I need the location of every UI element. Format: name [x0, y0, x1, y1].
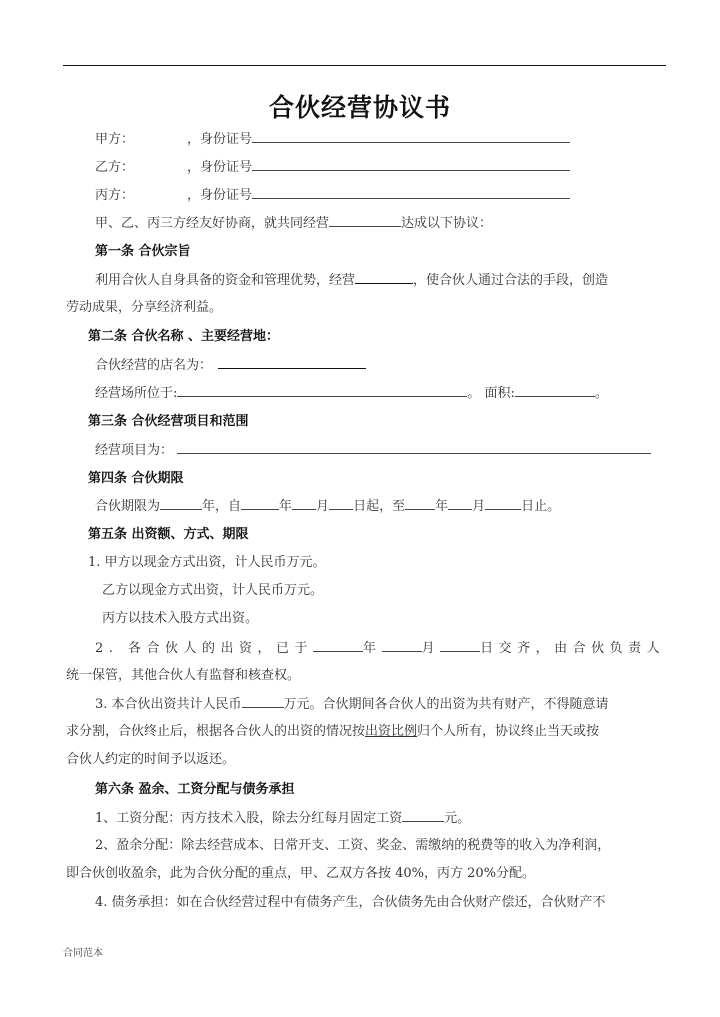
article1-line2: 劳动成果，分享经济利益。 — [66, 300, 223, 315]
article1-text: 利用合伙人自身具备的资金和管理优势，经营 — [95, 273, 356, 288]
article1-business-field[interactable] — [355, 271, 413, 284]
article5-heading: 第五条 出资额、方式、期限 — [88, 527, 249, 542]
scope-field[interactable] — [177, 441, 651, 454]
item2-text: 日交齐，由合伙负责人 — [480, 641, 666, 656]
term-text: 日止。 — [521, 499, 561, 514]
term-text: 月 — [316, 499, 330, 514]
end-month-field[interactable] — [448, 497, 472, 510]
business-field[interactable] — [329, 214, 401, 227]
store-name-line — [95, 356, 366, 375]
party-c-line — [95, 186, 570, 205]
start-year-field[interactable] — [241, 497, 279, 510]
area-field[interactable] — [515, 384, 595, 397]
party-b-line — [95, 158, 570, 177]
end-year-field[interactable] — [405, 497, 435, 510]
party-c-label: 丙方： — [95, 188, 135, 203]
article1-text-end: ，使合伙人通过合法的手段，创造 — [413, 273, 609, 288]
scope-label: 经营项目为： — [95, 443, 174, 458]
item3-text: 3. 本合伙出资共计人民币 — [95, 697, 242, 712]
start-day-field[interactable] — [329, 497, 353, 510]
store-name-label: 合伙经营的店名为： — [95, 358, 213, 373]
intro-line — [95, 214, 492, 233]
article4-heading: 第四条 合伙期限 — [88, 471, 184, 486]
party-b-id-label: ，身份证号 — [187, 160, 253, 175]
intro-text-end: 达成以下协议： — [401, 216, 493, 231]
monthly-salary-field[interactable] — [402, 809, 444, 822]
item2-text: 月 — [421, 641, 441, 656]
total-capital-field[interactable] — [242, 695, 284, 708]
header-rule — [63, 65, 666, 66]
article1-heading: 第一条 合伙宗旨 — [95, 244, 191, 259]
item2-text: 年 — [363, 641, 382, 656]
article5-item3-line2 — [66, 723, 599, 741]
deposit-year-field[interactable] — [313, 639, 363, 652]
term-text: 合伙期限为 — [95, 499, 161, 514]
term-text: 日起，至 — [353, 499, 406, 514]
item3-text: 求分割，合伙终止后，根据各合伙人的出资的情况按 — [66, 724, 366, 739]
area-label: 。 面积: — [467, 386, 515, 401]
term-years-field[interactable] — [160, 497, 202, 510]
article5-item1c: 丙方以技术入股方式出资。 — [102, 611, 259, 626]
article6-item4: 4. 债务承担：如在合伙经营过程中有债务产生，合伙债务先由合伙财产偿还，合伙财产不 — [95, 895, 606, 910]
start-month-field[interactable] — [292, 497, 316, 510]
article6-item2-line2: 即合伙创收盈余，此为合伙分配的重点，甲、乙双方各按 40%，丙方 20%分配。 — [66, 866, 536, 881]
term-text: 年，自 — [202, 499, 242, 514]
capital-ratio-underlined: 出资比例 — [365, 724, 418, 739]
party-a-label: 甲方： — [95, 132, 135, 147]
article5-item3-line3: 合伙人约定的时间予以返还。 — [66, 752, 236, 767]
article5-item1a: 1. 甲方以现金方式出资，计人民币万元。 — [88, 555, 326, 570]
term-line — [95, 497, 560, 516]
term-text: 月 — [472, 499, 486, 514]
scope-line — [95, 441, 651, 460]
footer-label: 合同范本 — [63, 948, 103, 959]
party-b-label: 乙方： — [95, 160, 135, 175]
location-line — [95, 384, 608, 403]
item3-text: 归个人所有，协议终止当天或按 — [417, 724, 600, 739]
article2-heading: 第二条 合伙名称 、主要经营地： — [88, 329, 280, 344]
article5-item2-line2: 统一保管，其他合伙人有监督和核查权。 — [66, 668, 301, 683]
deposit-day-field[interactable] — [440, 639, 480, 652]
store-name-field[interactable] — [218, 356, 366, 369]
end-day-field[interactable] — [485, 497, 521, 510]
location-field[interactable] — [177, 384, 467, 397]
item1-text: 1、工资分配：丙方技术入股，除去分红每月固定工资 — [95, 811, 403, 826]
article1-line1 — [95, 271, 608, 290]
party-a-line — [95, 130, 570, 149]
location-label: 经营场所位于: — [95, 386, 178, 401]
article6-heading: 第六条 盈余、工资分配与债务承担 — [95, 782, 295, 797]
article5-item1b: 乙方以现金方式出资，计人民币万元。 — [102, 583, 324, 598]
article5-item2-line1 — [95, 639, 665, 658]
party-c-id-field[interactable] — [252, 186, 570, 199]
item1-text: 元。 — [444, 811, 471, 826]
item2-text: 2. 各合伙人的出资，已于 — [95, 641, 314, 656]
intro-text: 甲、乙、丙三方经友好协商，就共同经营 — [95, 216, 330, 231]
deposit-month-field[interactable] — [382, 639, 422, 652]
party-b-id-field[interactable] — [252, 158, 570, 171]
article6-item1 — [95, 809, 470, 828]
term-text: 年 — [435, 499, 449, 514]
article5-item3-line1 — [95, 695, 609, 714]
party-a-id-field[interactable] — [252, 130, 570, 143]
document-title: 合伙经营协议书 — [268, 93, 451, 122]
item3-text: 万元。合伙期间各合伙人的出资为共有财产，不得随意请 — [283, 697, 609, 712]
article6-item2-line1: 2、盈余分配：除去经营成本、日常开支、工资、奖金、需缴纳的税费等的收入为净利润， — [95, 838, 611, 853]
term-text: 年 — [279, 499, 293, 514]
article3-heading: 第三条 合伙经营项目和范围 — [88, 414, 249, 429]
party-c-id-label: ，身份证号 — [187, 188, 253, 203]
area-end: 。 — [594, 386, 608, 401]
party-a-id-label: ，身份证号 — [187, 132, 253, 147]
